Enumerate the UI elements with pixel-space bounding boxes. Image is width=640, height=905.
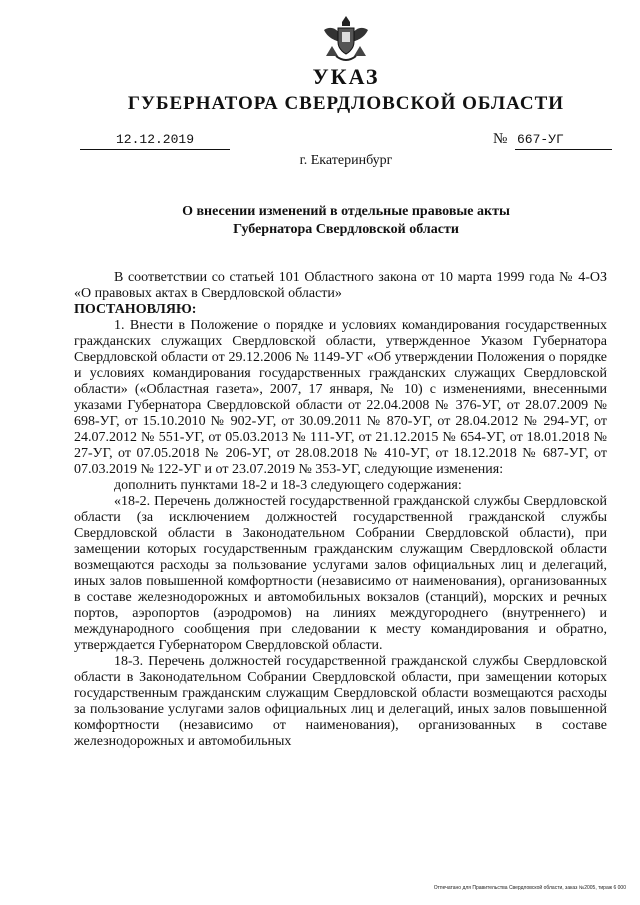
clause-18-3-paragraph: 18-3. Перечень должностей государственной гражданской службы Свердловской области в Законодательном Собрании Свердловской области, при замещении которых государственным гражданским служащим Свердловской области возмещаются расходы за пользование услугами залов официальных лиц и делегаций, иных залов повышенной комфортности (независимо от наименования), организованных в составе железнодорожных и автомобильных xyxy=(74,654,607,749)
document-date: 12.12.2019 xyxy=(80,132,230,150)
coat-of-arms-emblem xyxy=(318,12,374,68)
item-1-paragraph: 1. Внести в Положение о порядке и условиях командирования государственных гражданских служащих Свердловской области, утвержденное Указом Губернатора Свердловской области от 29.12.2006 № 1149-УГ «Об утверждении Положения о порядке и условиях командирования государственных гражданских служащих Свердловской области» («Областная газета», 2007, 17 января, № 10) с изменениями, внесенными указами Губернатора Свердловской области от 22.04.2008 № 376-УГ, от 28.07.2009 № 698-УГ, от 15.10.2010 № 902-УГ, от 30.09.2011 № 870-УГ, от 28.04.2012 № 294-УГ, от 24.07.2012 № 551-УГ, от 05.03.2013 № 111-УГ, от 21.12.2015 № 654-УГ, от 18.01.2018 № 27-УГ, от 07.05.2018 № 206-УГ, от 28.08.2018 № 410-УГ, от 18.12.2018 № 687-УГ, от 07.03.2019 № 122-УГ и от 23.07.2019 № 353-УГ, следующие изменения: xyxy=(74,318,607,477)
preamble-paragraph: В соответствии со статьей 101 Областного закона от 10 марта 1999 года № 4-ОЗ «О правовых актах в Свердловской области» xyxy=(74,270,607,301)
document-city: г. Екатеринбург xyxy=(299,153,393,168)
clause-18-2-paragraph: «18-2. Перечень должностей государственной гражданской службы Свердловской области (за исключением должностей государственной гражданской службы Свердловской области в Законодательном Собрании Свердловской области), при замещении которых государственным гражданским служащим Свердловской области возмещаются расходы за пользование услугами залов официальных лиц и делегаций, иных залов повышенной комфортности (независимо от наименования), организованных в составе железнодорожных и автомобильных вокзалов (станций), морских и речных портов, аэропортов (аэродромов) на линиях междугороднего (внутреннего) и международного сообщения при следовании к месту командирования и обратно, утверждается Губернатором Свердловской области. xyxy=(74,494,607,653)
addition-paragraph: дополнить пунктами 18-2 и 18-3 следующего содержания: xyxy=(114,478,462,493)
document-body xyxy=(74,270,607,750)
heading-line-1: О внесении изменений в отдельные правовые акты xyxy=(182,204,510,219)
document-heading xyxy=(120,203,572,239)
document-issuer: ГУБЕРНАТОРА СВЕРДЛОВСКОЙ ОБЛАСТИ xyxy=(127,93,565,114)
heading-line-2: Губернатора Свердловской области xyxy=(233,222,459,237)
print-footer: Отпечатано для Правительства Свердловской области, заказ №2005, тираж 6 000 xyxy=(433,885,626,891)
number-label: № xyxy=(493,131,508,147)
document-title: УКАЗ xyxy=(312,64,380,89)
document-number: 667-УГ xyxy=(515,132,612,150)
decree-word: ПОСТАНОВЛЯЮ: xyxy=(74,302,197,317)
